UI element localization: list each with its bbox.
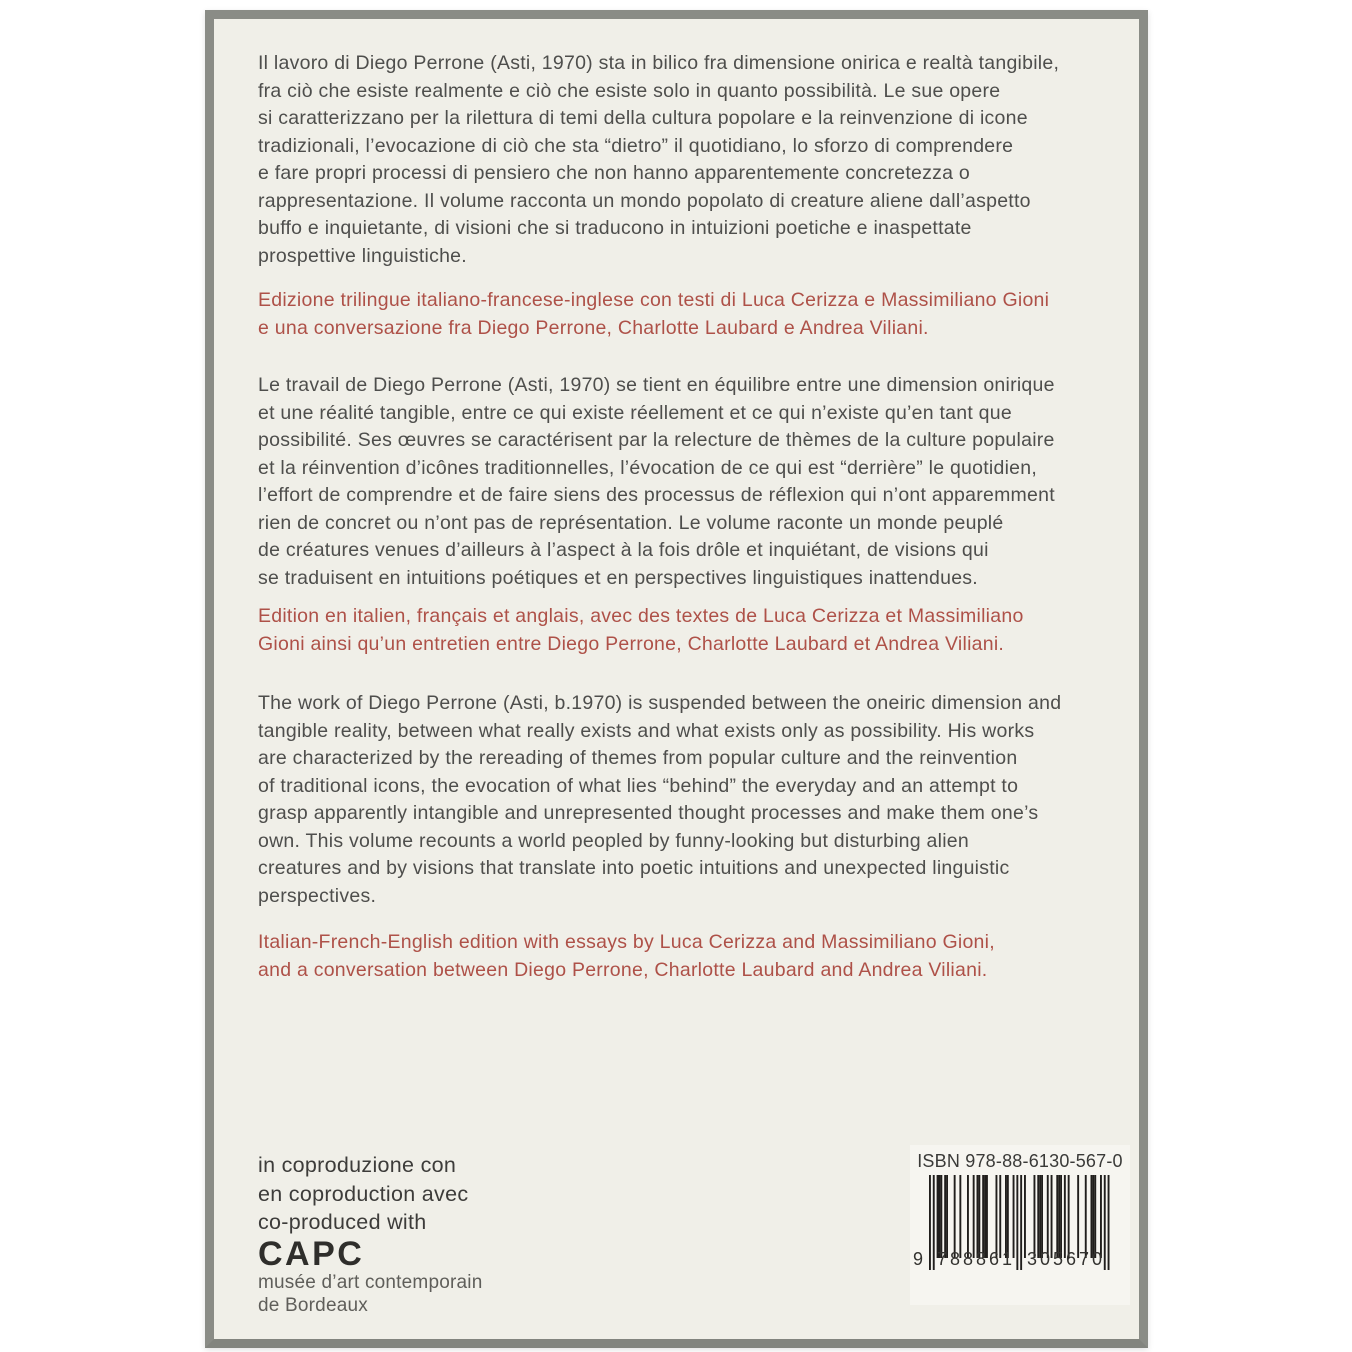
paragraph-french-body: Le travail de Diego Perrone (Asti, 1970) se tient en équilibre entre une dimension onirique et une réalité tangible, entre ce qui existe réellement et ce qui n’existe qu’en tant que possibilité. Ses œuvres se caractérisent par la relecture de thèmes de la culture populaire et la réinvention d’icônes traditionnelles, l’évocation de ce qui est “derrière” le quotidien, l’effort de comprendre et de faire siens des processus de réflexion qui n’ont apparemment rien de concret ou n’ont pas de représentation. Le volume raconte un monde peuplé de créatures venues d’ailleurs à l’aspect à la fois drôle et inquiétant, de visions qui se traduisent en intuitions poétiques et en perspectives linguistiques inattendues. [258,374,1055,589]
paragraph-italian-body: Il lavoro di Diego Perrone (Asti, 1970) sta in bilico fra dimensione onirica e realtà tangibile, fra ciò che esiste realmente e ciò che esiste solo in quanto possibilità. Le sue opere si caratterizzano per la rilettura di temi della cultura popolare e la reinvenzione di icone tradizionali, l’evocazione di ciò che sta “dietro” il quotidiano, lo sforzo di comprendere e fare propri processi di pensiero che non hanno apparentemente concretezza o rappresentazione. Il volume racconta un mondo popolato di creature aliene dall’aspetto buffo e inquietante, di visioni che si traducono in intuizioni poetiche e inaspettate prospettive linguistiche. [258,52,1060,267]
barcode-digit-lead: 9 [913,1249,924,1269]
edition-note-french: Edition en italien, français et anglais, avec des textes de Luca Cerizza et Massimiliano Gioni ainsi qu’un entretien entre Diego Perrone, Charlotte Laubard et Andrea Viliani. [258,605,1024,655]
edition-note-english: Italian-French-English edition with essays by Luca Cerizza and Massimiliano Gioni, and a conversation between Diego Perrone, Charlotte Laubard and Andrea Viliani. [258,931,995,981]
barcode-digits-left: 788861 [936,1249,1016,1269]
book-back-cover [205,10,1148,1348]
edition-note-italian: Edizione trilingue italiano-francese-inglese con testi di Luca Cerizza e Massimiliano Gioni e una conversazione fra Diego Perrone, Charlotte Laubard e Andrea Viliani. [258,289,1050,339]
coproduction-credit: in coproduzione con en coproduction avec co-produced with [258,1153,469,1234]
isbn-label: ISBN 978-88-6130-567-0 [917,1151,1123,1171]
capc-logo: CAPC [258,1235,365,1273]
paragraph-english-body: The work of Diego Perrone (Asti, b.1970) is suspended between the oneiric dimension and tangible reality, between what really exists and what exists only as possibility. His works are characterized by the rereading of themes from popular culture and the reinvention of traditional icons, the evocation of what lies “behind” the everyday and an attempt to grasp apparently intangible and unrepresented thought processes and make them one’s own. This volume recounts a world peopled by funny-looking but disturbing alien creatures and by visions that translate into poetic intuitions and unexpected linguistic perspectives. [258,692,1062,907]
capc-logo-subtitle: musée d’art contemporain de Bordeaux [258,1272,483,1316]
isbn-barcode-block [910,1145,1130,1305]
barcode-digits-right: 305670 [1026,1249,1106,1269]
